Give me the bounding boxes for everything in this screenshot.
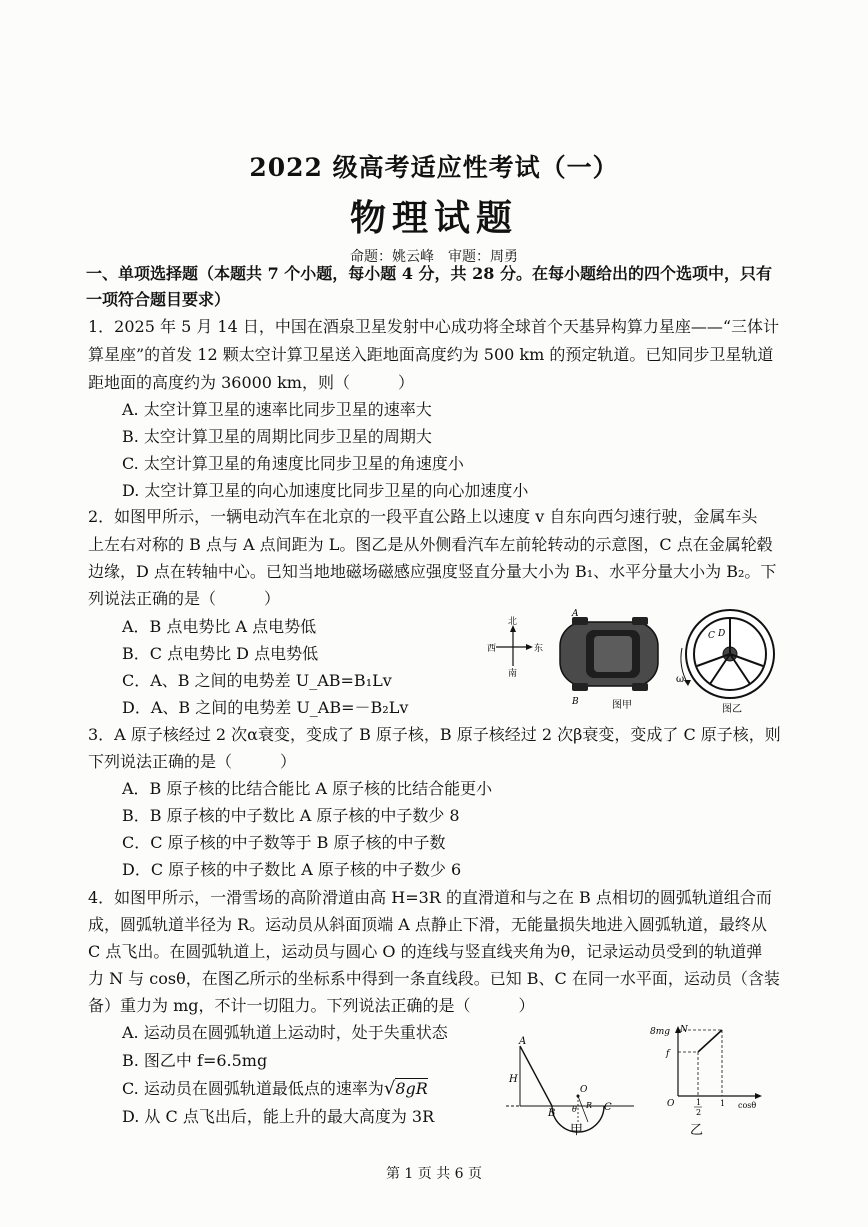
fig-jia-caption: 甲 bbox=[570, 1123, 584, 1138]
q2-line2: 上左右对称的 B 点与 A 点间距为 L。图乙是从外侧看汽车左前轮转动的示意图，C 点在金属轮毂 bbox=[88, 535, 773, 554]
wheel-side-view bbox=[676, 610, 774, 715]
fig-jia-label-a: A bbox=[519, 1036, 527, 1047]
q3-line2: 下列说法正确的是（ ） bbox=[88, 752, 297, 771]
fig-jia-label-r: R bbox=[586, 1101, 593, 1110]
compass-south: 南 bbox=[508, 669, 518, 679]
section1-heading-line2: 一项符合题目要求） bbox=[86, 290, 231, 309]
fig-yi-x-axis: cosθ bbox=[738, 1101, 757, 1110]
q4-option-a: A. 运动员在圆弧轨道上运动时，处于失重状态 bbox=[122, 1023, 448, 1042]
q4-line2: 成，圆弧轨道半径为 R。运动员从斜面顶端 A 点静止下滑，无能量损失地进入圆弧轨道，最终从 bbox=[88, 915, 767, 934]
subject-title: 物理试题 bbox=[349, 197, 518, 239]
q1-option-b: B. 太空计算卫星的周期比同步卫星的周期大 bbox=[122, 427, 432, 446]
q4-option-d: D. 从 C 点飞出后，能上升的最大高度为 3R bbox=[122, 1107, 435, 1126]
q2-line1: 2．如图甲所示，一辆电动汽车在北京的一段平直公路上以速度 v 自东向西匀速行驶，金属车头 bbox=[88, 507, 758, 526]
compass-east: 东 bbox=[534, 644, 544, 654]
fig-yi-half-den: 2 bbox=[696, 1108, 702, 1117]
q4-figure-yi bbox=[650, 1022, 770, 1140]
q3-option-a: A．B 原子核的比结合能比 A 原子核的比结合能更小 bbox=[122, 779, 493, 798]
q2-option-c: C．A、B 之间的电势差 U_AB=B₁Lv bbox=[122, 671, 392, 690]
fig-yi-y-axis: N bbox=[680, 1025, 688, 1035]
q2-figure bbox=[486, 608, 786, 716]
q4-option-c-radicand: 8gR bbox=[395, 1079, 428, 1098]
section1-heading-line1: 一、单项选择题（本题共 7 个小题，每小题 4 分，共 28 分。在每小题给出的四个选项中，只有 bbox=[86, 264, 772, 283]
q1-option-c: C. 太空计算卫星的角速度比同步卫星的角速度小 bbox=[122, 454, 464, 473]
q4-line3: C 点飞出。在圆弧轨道上，运动员与圆心 O 的连线与竖直线夹角为θ，记录运动员受到的轨道弹 bbox=[88, 942, 763, 961]
authors-line: 命题：姚云峰 审题：周勇 bbox=[350, 249, 518, 265]
fig-jia-label-b: B bbox=[548, 1108, 556, 1119]
fig-jia-label-theta: θ bbox=[572, 1105, 577, 1114]
page-footer: 第 1 页 共 6 页 bbox=[385, 1166, 483, 1182]
q3-line1: 3．A 原子核经过 2 次α衰变，变成了 B 原子核，B 原子核经过 2 次β衰变，变成了 C 原子核，则 bbox=[88, 725, 781, 744]
q4-option-c-text: C. 运动员在圆弧轨道最低点的速率为 bbox=[122, 1079, 384, 1098]
q3-option-b: B．B 原子核的中子数比 A 原子核的中子数少 8 bbox=[122, 806, 460, 825]
fig-jia-label-c: C bbox=[604, 1102, 612, 1113]
q1-line1: 1．2025 年 5 月 14 日，中国在酒泉卫星发射中心成功将全球首个天基异构算力星座——“三体计 bbox=[88, 317, 780, 336]
fig-yi-one: 1 bbox=[720, 1099, 726, 1108]
fig-jia-label-h: H bbox=[509, 1074, 518, 1085]
q4-option-b: B. 图乙中 f=6.5mg bbox=[122, 1051, 268, 1070]
fig-yi-origin: O bbox=[667, 1099, 675, 1109]
compass-west: 西 bbox=[487, 644, 497, 654]
q1-option-d: D. 太空计算卫星的向心加速度比同步卫星的向心加速度小 bbox=[122, 481, 529, 500]
q2-option-d: D．A、B 之间的电势差 U_AB=－B₂Lv bbox=[122, 698, 409, 717]
q2-line3: 边缘，D 点在转轴中心。已知当地地磁场磁感应强度竖直分量大小为 B₁、水平分量大小为 B₂。下 bbox=[88, 562, 777, 581]
q1-line2: 算星座”的首发 12 颗太空计算卫星送入距地面高度约为 500 km 的预定轨道。已知同步卫星轨道 bbox=[88, 345, 774, 364]
q4-line5: 备）重力为 mg，不计一切阻力。下列说法正确的是（ ） bbox=[88, 996, 535, 1015]
q2-option-b: B．C 点电势比 D 点电势低 bbox=[122, 644, 319, 663]
q4-line4: 力 N 与 cosθ，在图乙所示的坐标系中得到一条直线段。已知 B、C 在同一水平面，运动员（含装 bbox=[88, 969, 780, 988]
fig-jia-label-o: O bbox=[580, 1085, 588, 1095]
q2-option-a: A．B 点电势比 A 点电势低 bbox=[122, 617, 317, 636]
fig-yi-half-num: 1 bbox=[696, 1098, 702, 1107]
q3-option-c: C．C 原子核的中子数等于 B 原子核的中子数 bbox=[122, 833, 446, 852]
caption-fig-jia: 图甲 bbox=[612, 700, 632, 711]
q4-option-c bbox=[122, 1077, 428, 1100]
q1-line3: 距地面的高度约为 36000 km，则（ ） bbox=[88, 373, 414, 392]
exam-title: 2022 级高考适应性考试（一） bbox=[249, 153, 619, 182]
compass-north: 北 bbox=[508, 617, 518, 627]
q4-line1: 4．如图甲所示，一滑雪场的高阶滑道由高 H=3R 的直滑道和与之在 B 点相切的圆弧轨道组合而 bbox=[88, 888, 772, 907]
wheel-label-d: D bbox=[718, 629, 726, 639]
sqrt-sign: √ bbox=[383, 1078, 396, 1099]
wheel-omega: ω bbox=[676, 674, 685, 685]
q1-option-a: A. 太空计算卫星的速率比同步卫星的速率大 bbox=[122, 400, 432, 419]
fig-yi-y-top: 8mg bbox=[650, 1027, 671, 1037]
q2-line4: 列说法正确的是（ ） bbox=[88, 589, 281, 608]
q3-option-d: D．C 原子核的中子数比 A 原子核的中子数少 6 bbox=[122, 860, 462, 879]
caption-fig-yi: 图乙 bbox=[722, 704, 742, 715]
car-label-a: A bbox=[572, 609, 579, 619]
compass-rose bbox=[487, 615, 543, 679]
fig-yi-caption: 乙 bbox=[690, 1123, 704, 1138]
car-label-b: B bbox=[572, 697, 579, 707]
wheel-label-c: C bbox=[708, 631, 715, 641]
q4-figure-jia bbox=[504, 1030, 644, 1140]
car-top-view bbox=[560, 609, 658, 711]
fig-yi-f: f bbox=[666, 1049, 670, 1059]
